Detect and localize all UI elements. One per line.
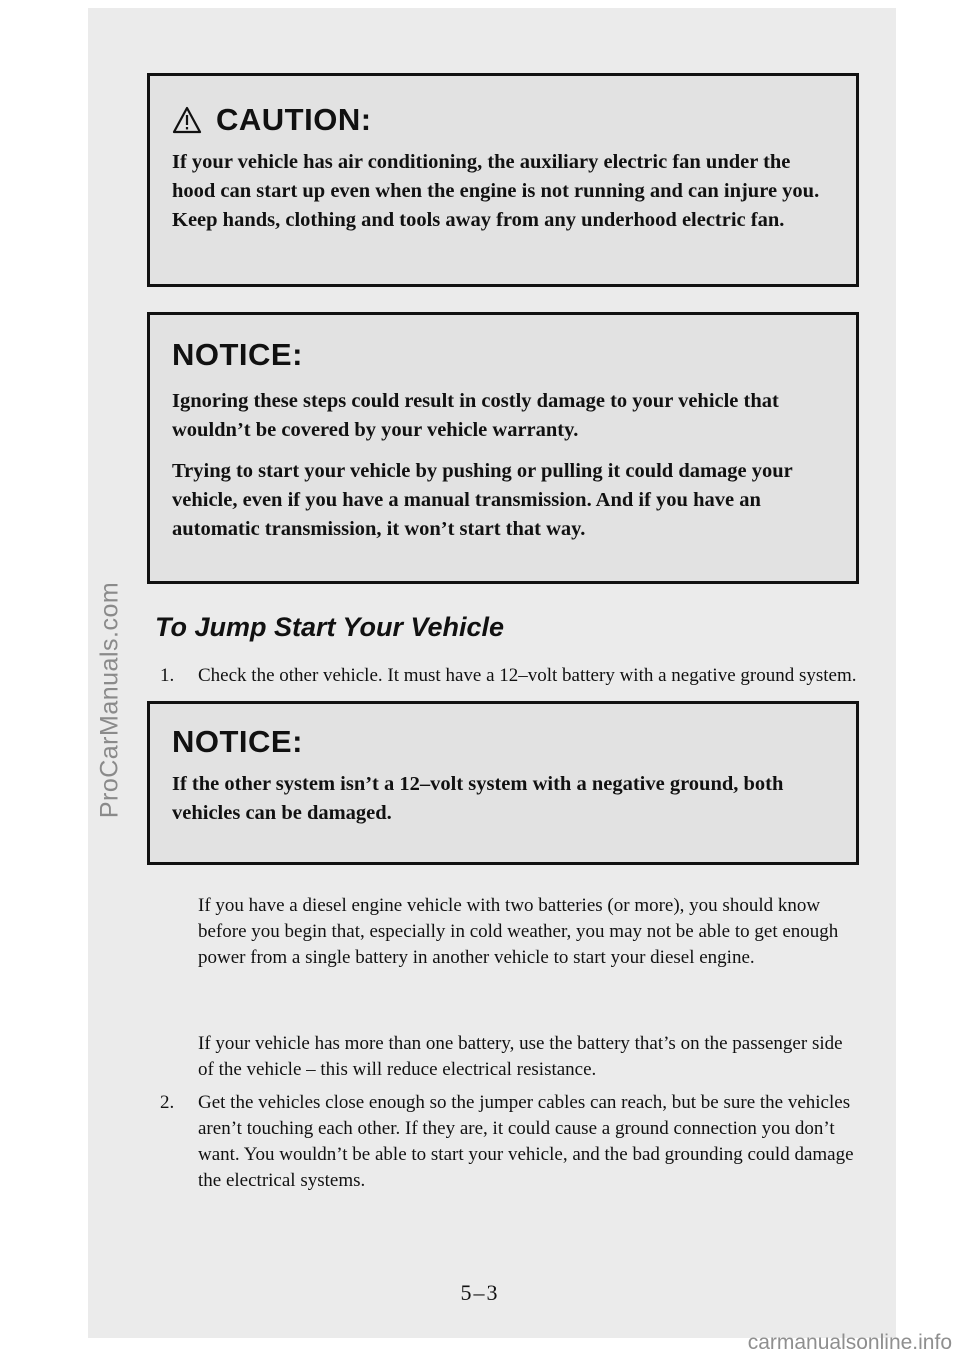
caution-title-row	[172, 102, 834, 138]
notice-box-steps	[147, 312, 859, 584]
list-item-step-2	[160, 1090, 860, 1194]
page-number: 5–3	[460, 1280, 500, 1305]
notice-title: NOTICE:	[172, 724, 303, 759]
step-number: 2.	[160, 1092, 175, 1113]
warning-triangle-icon	[172, 106, 202, 134]
notice-box-voltage	[147, 701, 859, 865]
caution-title: CAUTION:	[216, 102, 372, 137]
caution-text: If your vehicle has air conditioning, the auxiliary electric fan under the hood can start up even when the engine is not running and can injure you. Keep hands, clothing and tools away from any underhood electric fan.	[172, 151, 820, 231]
step-text: Get the vehicles close enough so the jumper cables can reach, but be sure the vehicles aren’t touching each other. If they are, it could cause a ground connection you don’t want. You wouldn’t be able to start your vehicle, and the bad grounding could damage the electrical systems.	[198, 1092, 854, 1191]
notice-text: If the other system isn’t a 12–volt system with a negative ground, both vehicles can be damaged.	[172, 773, 784, 824]
notice-title: NOTICE:	[172, 337, 303, 372]
side-watermark: ProCarManuals.com	[95, 581, 124, 819]
body-paragraph-battery: If your vehicle has more than one battery, use the battery that’s on the passenger side of the vehicle – this will reduce electrical resistance.	[198, 1033, 843, 1080]
step-text: Check the other vehicle. It must have a 12–volt battery with a negative ground system.	[198, 665, 857, 686]
list-item-step-1	[160, 663, 860, 689]
caution-box	[147, 73, 859, 287]
notice-paragraph: Trying to start your vehicle by pushing or pulling it could damage your vehicle, even if you have a manual transmission. And if you have an automatic transmission, it won’t start that way.	[172, 460, 793, 540]
footer-watermark: carmanualsonline.info	[747, 1331, 952, 1354]
section-heading: To Jump Start Your Vehicle	[155, 612, 505, 642]
step-number: 1.	[160, 665, 175, 686]
body-paragraph-diesel: If you have a diesel engine vehicle with two batteries (or more), you should know before you begin that, especially in cold weather, you may not be able to get enough power from a single battery in another vehicle to start your diesel engine.	[198, 895, 839, 968]
notice-paragraph: Ignoring these steps could result in costly damage to your vehicle that wouldn’t be covered by your vehicle warranty.	[172, 390, 779, 441]
